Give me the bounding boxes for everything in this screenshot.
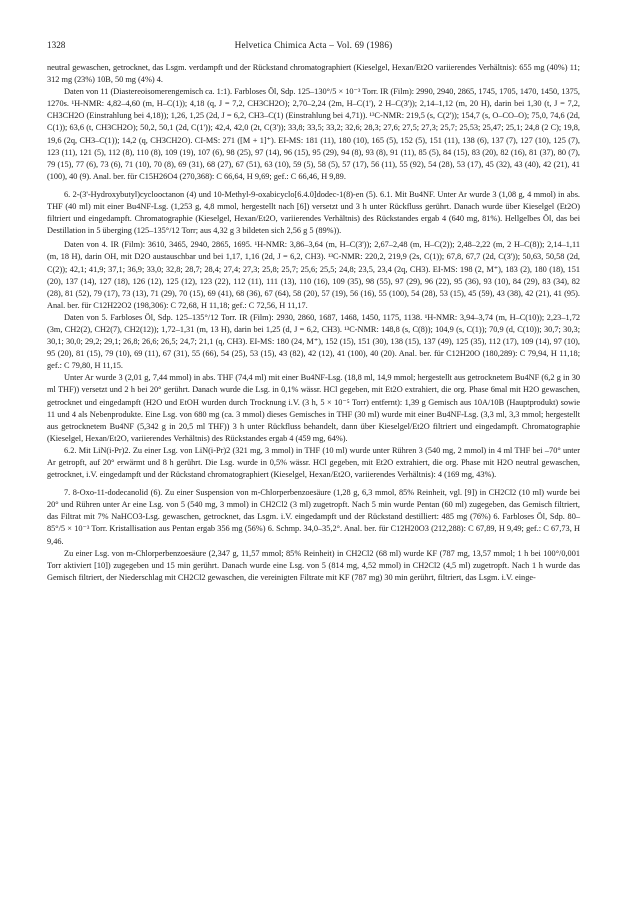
journal-page bbox=[47, 38, 580, 584]
running-header bbox=[47, 38, 580, 52]
paragraph-section-6: 6. 2-(3'-Hydroxybutyl)cyclooctanon (4) und 10-Methyl-9-oxabicyclo[6.4.0]dodec-1(8)-en (5). 6.1. Mit Bu4NF. Unter Ar wurde 3 (1,08 g, 4 mmol) in abs. THF (40 ml) mit einer Bu4NF-Lsg. (1,253 g, 4,8 mmol, hergestellt nach [6]) versetzt und 3 h unter Rückfluss gerührt. Danach wurde über Kieselgel (Et2O) filtriert und eingedampft. Chromatographie (Kieselgel, Hexan/Et2O, variierendes Verhältnis) des Rückstandes ergab 4 (640 mg, 81%). Hellgelbes Öl, das bei Destillation in 5 überging (125–135°/12 Torr; aus 4,32 g 3 bildeten sich 2,56 g 5 (89%)). bbox=[47, 189, 580, 236]
paragraph-procedure-3: Unter Ar wurde 3 (2,01 g, 7,44 mmol) in abs. THF (74,4 ml) mit einer Bu4NF-Lsg. (18,8 ml, 14,9 mmol; hergestellt aus getrocknetem Bu4NF (6,2 g in 30 ml THF)) versetzt und 2 h bei 20° gerührt. Danach wurde die Lsg. in 0,1% wässr. HCl gegeben, mit Et2O extrahiert, die org. Phase 6mal mit H2O gewaschen, getrocknet und eingedampft (H2O und EtOH wurden durch Trocknung i.V. (3 h, 5 × 10⁻⁵ Torr) entfernt): 1,39 g Gemisch aus 10A/10B (Hauptprodukt) sowie 11 und 4 als Nebenprodukte. Eine Lsg. von 680 mg (ca. 3 mmol) dieses Gemisches in THF (30 ml) wurde mit einer Bu4NF-Lsg. (3,3 ml, 3,3 mmol; hergestellt aus getrocknetem Bu4NF (5,342 g in 20,5 ml THF)) 3 h unter Rückfluss behandelt, dann über Kieselgel/Et2O filtriert und eingedampft. Chromatographie (Kieselgel, Hexan/Et2O, variierendes Verhältnis) des Rückstandes ergab 4 (459 mg, 64%). bbox=[47, 373, 580, 443]
page-number: 1328 bbox=[47, 40, 66, 50]
paragraph-data-4: Daten von 4. IR (Film): 3610, 3465, 2940, 2865, 1695. ¹H-NMR: 3,86–3,64 (m, H–C(3')); 2,67–2,48 (m, H–C(2)); 2,48–2,22 (m, 2 H–C(8)); 2,14–1,11 (m, 18 H), darin OH, mit D2O austauschbar und bei 1,17, 1,16 (2d, J = 6,2, CH3). ¹³C-NMR: 220,2, 219,9 (2s, C(1)); 67,8, 67,7 (2d, C(3')); 50,63, 50,58 (2d, C(2)); 42,1; 41,9; 37,1; 36,9; 33,0; 32,8; 28,7; 28,4; 27,4; 27,3; 25,8; 25,7; 25,6; 25,5; 24,8; 23,5, 23,4 (2q, CH3). EI-MS: 198 (2, M⁺), 183 (2), 180 (18), 151 (20), 137 (14), 127 (18), 126 (12), 125 (12), 123 (22), 112 (11), 111 (13), 110 (16), 109 (35), 98 (55), 97 (29), 96 (22), 95 (36), 93 (10), 84 (29), 83 (34), 82 (28), 81 (52), 79 (17), 73 (13), 71 (29), 70 (15), 69 (41), 68 (36), 67 (64), 58 (20), 57 (19), 56 (16), 55 (100), 54 (28), 53 (15), 45 (59), 43 (38), 42 (21), 41 (95). Anal. ber. für C12H22O2 (198,306): C 72,68, H 11,18; gef.: C 72,56, H 11,17. bbox=[47, 240, 580, 310]
running-title: Helvetica Chimica Acta – Vol. 69 (1986) bbox=[234, 40, 393, 50]
paragraph-section-6-2: 6.2. Mit LiN(i-Pr)2. Zu einer Lsg. von LiN(i-Pr)2 (321 mg, 3 mmol) in THF (10 ml) wurde unter Rühren 3 (540 mg, 2 mmol) in 4 ml THF bei –70° unter Ar getropft, auf 20° erwärmt und 8 h gerührt. Die Lsg. wurde in 0,5% wässr. HCl gegeben, mit Et2O extrahiert, die org. Phase mit H2O neutral gewaschen, getrocknet, i.V. eingedampft und der Rückstand chromatographiert (Kieselgel, Hexan/Et2O, variierendes Verhältnis): 4 (169 mg, 43%). bbox=[47, 445, 580, 480]
paragraph-workup: neutral gewaschen, getrocknet, das Lsgm. verdampft und der Rückstand chromatographiert (Kieselgel, Hexan/Et2O variierendes Verhältnis): 655 mg (40%) 11; 312 mg (23%) 10B, 50 mg (4%) 4. bbox=[47, 63, 580, 85]
paragraph-procedure-kf: Zu einer Lsg. von m-Chlorperbenzoesäure (2,347 g, 11,57 mmol; 85% Reinheit) in CH2Cl2 (68 ml) wurde KF (787 mg, 13,57 mmol; 1 h bei 100°/0,001 Torr aktiviert [10]) zugegeben und 15 min gerührt. Danach wurde eine Lsg. von 5 (814 mg, 4,52 mmol) in CH2Cl2 (4,5 ml) zugetropft. Nach 1 h wurde das Gemisch filtriert, der Niederschlag mit CH2Cl2 gewaschen, die vereinigten Filtrate mit KF (787 mg) 30 min gerührt, filtriert, das Lsgm. i.V. einge- bbox=[47, 548, 580, 582]
paragraph-section-7: 7. 8-Oxo-11-dodecanolid (6). Zu einer Suspension von m-Chlorperbenzoesäure (1,28 g, 6,3 mmol, 85% Reinheit, vgl. [9]) in CH2Cl2 (10 ml) wurde bei 20° und Rühren unter Ar eine Lsg. von 5 (540 mg, 3 mmol) in CH2Cl2 (3 ml) zugetropft. Nach 5 min wurde Pentan (60 ml) zugegeben, das Gemisch filtriert, das Filtrat mit 7% NaHCO3-Lsg. gewaschen, getrocknet, das Lsgm. i.V. eingedampft und der Rückstand destilliert: 485 mg (76%) 6. Farbloses Öl, Sdp. 80–85°/5 × 10⁻³ Torr. Kristallisation aus Pentan ergab 356 mg (56%) 6. Schmp. 34,0–35,2°. Anal. ber. für C12H20O3 (212,288): C 67,89, H 9,49; gef.: C 67,73, H 9,46. bbox=[47, 488, 580, 546]
paragraph-data-5: Daten von 5. Farbloses Öl, Sdp. 125–135°/12 Torr. IR (Film): 2930, 2860, 1687, 1468, 1450, 1175, 1138. ¹H-NMR: 3,94–3,74 (m, H–C(10)); 2,23–1,72 (3m, CH2(2), CH2(7), CH2(12)); 1,72–1,31 (m, 13 H), darin bei 1,25 (d, J = 6,2, CH3). ¹³C-NMR: 148,8 (s, C(8)); 104,9 (s, C(1)); 70,9 (d, C(10)); 30,7; 30,3; 30,1; 30,0; 29,2; 29,1; 26,8; 26,6; 26,5; 24,7; 21,1 (q, CH3). EI-MS: 180 (24, M⁺), 152 (15), 151 (30), 138 (15), 137 (49), 125 (35), 112 (17), 109 (14), 97 (10), 95 (20), 81 (15), 79 (10), 69 (11), 67 (31), 55 (66), 54 (25), 53 (15), 43 (82), 42 (12), 41 (100), 40 (20). Anal. ber. für C12H20O (180,289): C 79,94, H 11,18; gef.: C 79,80, H 11,15. bbox=[47, 312, 580, 371]
paragraph-data-11: Daten von 11 (Diastereoisomerengemisch ca. 1:1). Farbloses Öl, Sdp. 125–130°/5 × 10⁻³ Torr. IR (Film): 2990, 2940, 2865, 1745, 1705, 1470, 1450, 1375, 1270s. ¹H-NMR: 4,82–4,60 (m, H–C(1)); 4,18 (q, J = 7,2, CH3CH2O); 2,70–2,24 (2m, H–C(1'), 2 H–C(3')); 2,14–1,12 (m, 20 H), darin bei 1,30 (t, J = 7,2, CH3CH2O (Einstrahlung bei 4,18)); 1,26, 1,25 (2d, J = 6,2, CH3–C(1) (Einstrahlung bei 4,71)). ¹³C-NMR: 219,5 (s, C(2')); 154,7 (s, O–CO–O); 75,0, 74,6 (2d, C(1)); 63,6 (t, CH3CH2O); 50,2, 50,1 (2d, C(1')); 42,4, 42,0 (2t, C(3')); 33,8; 33,5; 33,2; 32,6; 28,3; 27,6; 27,5; 27,3; 25,7; 25,53; 25,47; 25,1; 24,8 (2 C); 19,8, 19,6 (2q, CH3–C(1)); 14,2 (q, CH3CH2O). CI-MS: 271 ([M + 1]⁺). EI-MS: 181 (11), 180 (10), 165 (5), 152 (5), 151 (11), 138 (6), 137 (7), 127 (10), 125 (7), 123 (11), 121 (5), 112 (8), 110 (8), 109 (19), 107 (6), 98 (25), 97 (14), 96 (15), 95 (29), 94 (8), 93 (8), 91 (11), 85 (5), 84 (15), 83 (20), 82 (16), 81 (37), 80 (7), 79 (15), 77 (6), 73 (6), 71 (10), 70 (8), 69 (31), 68 (27), 67 (51), 63 (10), 59 (5), 58 (5), 57 (17), 56 (11), 55 (92), 54 (28), 53 (17), 45 (32), 43 (40), 42 (21), 41 (100), 40 (9). Anal. ber. für C15H26O4 (270,368): C 66,64, H 9,69; gef.: C 66,46, H 9,89. bbox=[47, 87, 580, 181]
article-body bbox=[47, 62, 580, 584]
